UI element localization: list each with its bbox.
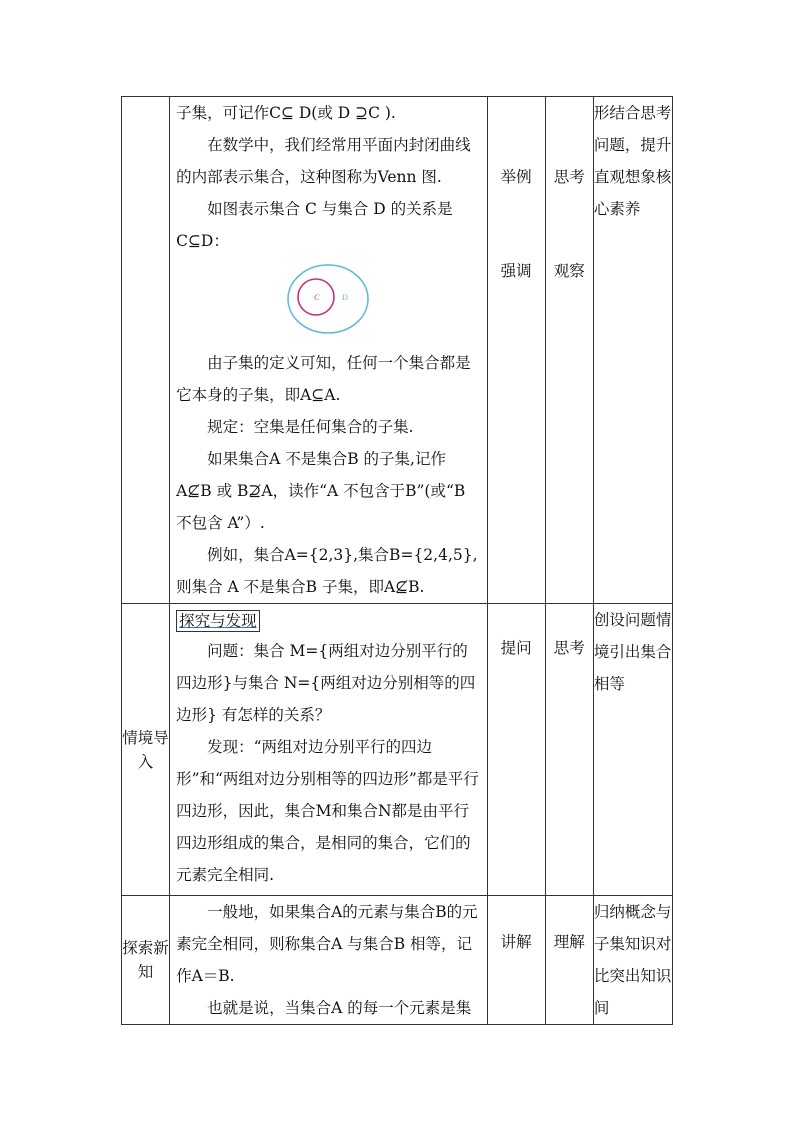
content-cell [170, 896, 488, 1025]
venn-inner-label: C [314, 293, 320, 302]
text-line: 例如，集合A={2,3},集合B={2,4,5},则集合 A 不是集合B 子集，即A⊈B. [176, 546, 478, 596]
teacher-activity-cell [487, 97, 545, 604]
text-line: 由子集的定义可知，任何一个集合都是它本身的子集，即A⊆A. [176, 354, 471, 404]
text-line: 如图表示集合 C 与集合 D 的关系是C⊆D： [176, 200, 453, 250]
venn-outer-label: D [342, 293, 349, 302]
student-activity-cell [545, 604, 593, 896]
student-activity-cell [545, 896, 593, 1025]
venn-outer-circle [288, 265, 368, 333]
student-activity-cell [545, 97, 593, 604]
student-activity: 理解 [553, 933, 585, 951]
stage-cell [122, 604, 170, 896]
text-line: 如果集合A 不是集合B 的子集,记作A⊈B 或 B⊉A，读作“A 不包含于B”(或“B 不包含 A”）. [176, 450, 466, 532]
stage-label: 探索新知 [122, 939, 169, 981]
design-intent-text: 创设问题情境引出集合相等 [593, 611, 672, 693]
stage-cell-empty [122, 97, 170, 604]
teacher-activity-cell [487, 896, 545, 1025]
teacher-activity-cell [487, 604, 545, 896]
text-line: 发现：“两组对边分别平行的四边形”和“两组对边分别相等的四边形”都是平行四边形，因此，集合M和集合N都是由平行四边形组成的集合，是相同的集合，它们的元素完全相同. [176, 738, 479, 884]
student-activity: 思考 [553, 639, 585, 657]
design-intent-text: 归纳概念与子集知识对比突出知识间 [593, 903, 672, 1017]
stage-label: 情境导入 [122, 728, 169, 771]
design-intent-text: 形结合思考问题，提升直观想象核心素养 [593, 104, 672, 218]
student-activity: 观察 [553, 262, 585, 280]
text-line: 问题：集合 M={两组对边分别平行的四边形}与集合 N={两组对边分别相等的四边形} 有怎样的关系？ [176, 642, 476, 724]
section-heading: 探究与发现 [176, 610, 260, 632]
text-line: 子集，可记作C⊆ D(或 D ⊇C ). [176, 104, 396, 122]
design-intent-cell [593, 896, 672, 1025]
text-line: 规定：空集是任何集合的子集. [207, 418, 414, 436]
venn-diagram [176, 259, 481, 341]
table-row [122, 604, 673, 896]
student-activity: 思考 [553, 168, 585, 186]
teacher-activity: 强调 [500, 262, 532, 280]
table-row [122, 97, 673, 604]
teacher-activity: 提问 [500, 639, 532, 657]
table-row [122, 896, 673, 1025]
stage-cell [122, 896, 170, 1025]
content-cell [170, 604, 488, 896]
content-cell [170, 97, 488, 604]
design-intent-cell [593, 604, 672, 896]
text-line: 也就是说，当集合A 的每一个元素是集 [207, 999, 472, 1017]
venn-svg [283, 259, 373, 339]
teacher-activity: 讲解 [500, 933, 532, 951]
design-intent-cell [593, 97, 672, 604]
text-line: 在数学中，我们经常用平面内封闭曲线的内部表示集合，这种图称为Venn 图. [176, 136, 471, 186]
teacher-activity: 举例 [500, 168, 532, 186]
text-line: 一般地，如果集合A的元素与集合B的元素完全相同，则称集合A 与集合B 相等，记作A＝B. [176, 903, 478, 985]
lesson-plan-table [121, 96, 673, 1025]
